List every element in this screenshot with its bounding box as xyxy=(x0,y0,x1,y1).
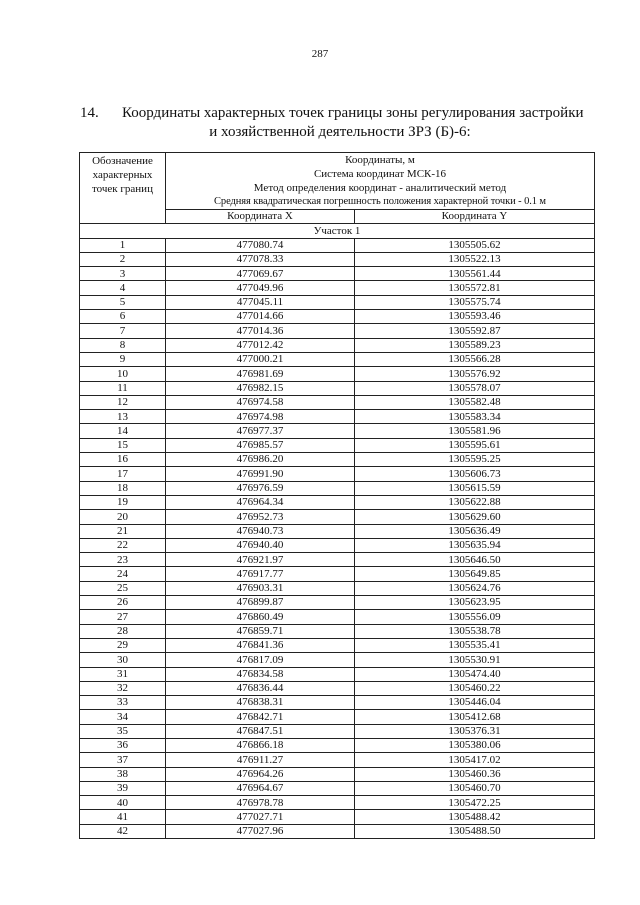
coordinate-x-cell: 476940.40 xyxy=(166,538,355,552)
heading-line-1: Координаты характерных точек границы зоны регулирования застройки xyxy=(122,105,584,121)
coordinate-y-cell: 1305446.04 xyxy=(355,696,595,710)
table-row xyxy=(80,495,595,509)
coordinate-x-cell: 476978.78 xyxy=(166,796,355,810)
table-row xyxy=(80,738,595,752)
coordinate-x-cell: 477014.36 xyxy=(166,324,355,338)
coordinate-x-cell: 477078.33 xyxy=(166,252,355,266)
coordinate-x-cell: 477069.67 xyxy=(166,267,355,281)
point-number-cell: 20 xyxy=(80,510,166,524)
coordinate-x-cell: 476985.57 xyxy=(166,438,355,452)
point-number-cell: 13 xyxy=(80,410,166,424)
header-right-line-1: Координаты, м xyxy=(345,154,415,166)
coordinate-x-cell: 476991.90 xyxy=(166,467,355,481)
heading-line-2: и хозяйственной деятельности ЗРЗ (Б)-6: xyxy=(209,124,471,140)
point-number-cell: 25 xyxy=(80,581,166,595)
header-point-designation xyxy=(80,153,166,224)
point-number-cell: 30 xyxy=(80,653,166,667)
point-number-cell: 4 xyxy=(80,281,166,295)
table-row xyxy=(80,438,595,452)
table-row xyxy=(80,524,595,538)
coordinate-y-cell: 1305530.91 xyxy=(355,653,595,667)
table-row xyxy=(80,581,595,595)
coordinate-x-cell: 477012.42 xyxy=(166,338,355,352)
coordinate-y-cell: 1305606.73 xyxy=(355,467,595,481)
point-number-cell: 23 xyxy=(80,553,166,567)
coordinate-y-cell: 1305460.36 xyxy=(355,767,595,781)
coordinate-y-cell: 1305646.50 xyxy=(355,553,595,567)
point-number-cell: 40 xyxy=(80,796,166,810)
coordinate-y-cell: 1305592.87 xyxy=(355,324,595,338)
point-number-cell: 27 xyxy=(80,610,166,624)
column-header-y: Координата Y xyxy=(355,210,595,224)
table-row xyxy=(80,796,595,810)
table-row xyxy=(80,681,595,695)
coordinate-y-cell: 1305474.40 xyxy=(355,667,595,681)
point-number-cell: 6 xyxy=(80,310,166,324)
coordinate-y-cell: 1305566.28 xyxy=(355,352,595,366)
point-number-cell: 24 xyxy=(80,567,166,581)
point-number-cell: 38 xyxy=(80,767,166,781)
coordinate-x-cell: 476974.58 xyxy=(166,395,355,409)
point-number-cell: 19 xyxy=(80,495,166,509)
point-number-cell: 3 xyxy=(80,267,166,281)
coordinate-x-cell: 477080.74 xyxy=(166,238,355,252)
section-row xyxy=(80,224,595,238)
coordinate-y-cell: 1305576.92 xyxy=(355,367,595,381)
point-number-cell: 41 xyxy=(80,810,166,824)
table-row xyxy=(80,610,595,624)
coordinate-x-cell: 476976.59 xyxy=(166,481,355,495)
coordinate-y-cell: 1305636.49 xyxy=(355,524,595,538)
table-row xyxy=(80,538,595,552)
coordinate-x-cell: 477014.66 xyxy=(166,310,355,324)
table-row xyxy=(80,510,595,524)
coordinate-y-cell: 1305412.68 xyxy=(355,710,595,724)
table-row xyxy=(80,624,595,638)
header-left-line-3: точек границ xyxy=(92,183,153,195)
table-row xyxy=(80,367,595,381)
table-row xyxy=(80,781,595,795)
coordinate-y-cell: 1305635.94 xyxy=(355,538,595,552)
table-row xyxy=(80,653,595,667)
point-number-cell: 36 xyxy=(80,738,166,752)
point-number-cell: 2 xyxy=(80,252,166,266)
table-row xyxy=(80,424,595,438)
table-row xyxy=(80,281,595,295)
table-row xyxy=(80,553,595,567)
coordinate-x-cell: 477045.11 xyxy=(166,295,355,309)
table-row xyxy=(80,410,595,424)
coordinate-x-cell: 476917.77 xyxy=(166,567,355,581)
table-row xyxy=(80,481,595,495)
coordinate-y-cell: 1305417.02 xyxy=(355,753,595,767)
coordinate-x-cell: 476986.20 xyxy=(166,453,355,467)
coordinate-y-cell: 1305578.07 xyxy=(355,381,595,395)
coordinate-x-cell: 476964.26 xyxy=(166,767,355,781)
coordinate-y-cell: 1305572.81 xyxy=(355,281,595,295)
point-number-cell: 26 xyxy=(80,596,166,610)
coordinate-y-cell: 1305376.31 xyxy=(355,724,595,738)
header-right-line-4: Средняя квадратическая погрешность положения характерной точки - 0.1 м xyxy=(214,196,546,207)
table-row xyxy=(80,310,595,324)
coordinate-x-cell: 477000.21 xyxy=(166,352,355,366)
coordinate-x-cell: 476899.87 xyxy=(166,596,355,610)
point-number-cell: 42 xyxy=(80,824,166,838)
coordinate-y-cell: 1305589.23 xyxy=(355,338,595,352)
coordinate-y-cell: 1305615.59 xyxy=(355,481,595,495)
point-number-cell: 12 xyxy=(80,395,166,409)
point-number-cell: 22 xyxy=(80,538,166,552)
point-number-cell: 16 xyxy=(80,453,166,467)
coordinate-y-cell: 1305535.41 xyxy=(355,638,595,652)
table-row xyxy=(80,338,595,352)
coordinate-y-cell: 1305505.62 xyxy=(355,238,595,252)
table-row xyxy=(80,453,595,467)
coordinate-y-cell: 1305623.95 xyxy=(355,596,595,610)
coordinate-x-cell: 476903.31 xyxy=(166,581,355,595)
point-number-cell: 39 xyxy=(80,781,166,795)
coordinate-y-cell: 1305522.13 xyxy=(355,252,595,266)
coordinate-y-cell: 1305593.46 xyxy=(355,310,595,324)
point-number-cell: 21 xyxy=(80,524,166,538)
coordinate-x-cell: 477049.96 xyxy=(166,281,355,295)
page-number: 287 xyxy=(311,48,329,60)
point-number-cell: 18 xyxy=(80,481,166,495)
column-header-x: Координата X xyxy=(166,210,355,224)
coordinate-y-cell: 1305583.34 xyxy=(355,410,595,424)
table-row xyxy=(80,638,595,652)
table-row xyxy=(80,810,595,824)
coordinate-x-cell: 476977.37 xyxy=(166,424,355,438)
coordinate-x-cell: 476982.15 xyxy=(166,381,355,395)
point-number-cell: 17 xyxy=(80,467,166,481)
header-right-line-2: Система координат МСК-16 xyxy=(313,168,447,180)
coordinate-x-cell: 476842.71 xyxy=(166,710,355,724)
point-number-cell: 8 xyxy=(80,338,166,352)
header-left-line-1: Обозначение xyxy=(92,155,153,167)
header-right-line-3: Метод определения координат - аналитический метод xyxy=(253,182,507,194)
header-coordinates-info xyxy=(166,153,595,210)
coordinate-y-cell: 1305595.61 xyxy=(355,438,595,452)
heading-number: 14. xyxy=(80,105,99,121)
coordinate-y-cell: 1305460.70 xyxy=(355,781,595,795)
coordinate-x-cell: 476952.73 xyxy=(166,510,355,524)
coordinate-y-cell: 1305581.96 xyxy=(355,424,595,438)
coordinate-x-cell: 476834.58 xyxy=(166,667,355,681)
table-row xyxy=(80,710,595,724)
coordinate-x-cell: 476974.98 xyxy=(166,410,355,424)
table-row xyxy=(80,567,595,581)
point-number-cell: 15 xyxy=(80,438,166,452)
coordinate-x-cell: 476866.18 xyxy=(166,738,355,752)
coordinate-x-cell: 477027.71 xyxy=(166,810,355,824)
coordinate-x-cell: 476911.27 xyxy=(166,753,355,767)
point-number-cell: 7 xyxy=(80,324,166,338)
point-number-cell: 9 xyxy=(80,352,166,366)
coordinate-y-cell: 1305629.60 xyxy=(355,510,595,524)
point-number-cell: 28 xyxy=(80,624,166,638)
coordinates-table xyxy=(79,152,595,839)
coordinate-y-cell: 1305472.25 xyxy=(355,796,595,810)
coordinate-x-cell: 476940.73 xyxy=(166,524,355,538)
point-number-cell: 29 xyxy=(80,638,166,652)
table-row xyxy=(80,753,595,767)
header-left-line-2: характерных xyxy=(92,169,153,181)
point-number-cell: 37 xyxy=(80,753,166,767)
coordinate-x-cell: 476847.51 xyxy=(166,724,355,738)
point-number-cell: 34 xyxy=(80,710,166,724)
coordinate-x-cell: 476964.34 xyxy=(166,495,355,509)
table-row xyxy=(80,252,595,266)
coordinate-x-cell: 476817.09 xyxy=(166,653,355,667)
table-row xyxy=(80,238,595,252)
table-row xyxy=(80,324,595,338)
coordinate-x-cell: 476964.67 xyxy=(166,781,355,795)
coordinate-y-cell: 1305556.09 xyxy=(355,610,595,624)
coordinate-y-cell: 1305380.06 xyxy=(355,738,595,752)
table-row xyxy=(80,295,595,309)
point-number-cell: 32 xyxy=(80,681,166,695)
table-header-row xyxy=(80,153,595,210)
table-row xyxy=(80,395,595,409)
point-number-cell: 14 xyxy=(80,424,166,438)
coordinate-y-cell: 1305595.25 xyxy=(355,453,595,467)
table-row xyxy=(80,267,595,281)
point-number-cell: 33 xyxy=(80,696,166,710)
coordinate-y-cell: 1305575.74 xyxy=(355,295,595,309)
coordinate-x-cell: 476836.44 xyxy=(166,681,355,695)
point-number-cell: 5 xyxy=(80,295,166,309)
coordinate-x-cell: 476841.36 xyxy=(166,638,355,652)
section-label: Участок 1 xyxy=(80,224,595,238)
point-number-cell: 31 xyxy=(80,667,166,681)
coordinate-y-cell: 1305582.48 xyxy=(355,395,595,409)
coordinate-y-cell: 1305624.76 xyxy=(355,581,595,595)
coordinate-y-cell: 1305488.42 xyxy=(355,810,595,824)
table-row xyxy=(80,696,595,710)
coordinate-y-cell: 1305649.85 xyxy=(355,567,595,581)
point-number-cell: 1 xyxy=(80,238,166,252)
coordinate-x-cell: 476838.31 xyxy=(166,696,355,710)
coordinate-x-cell: 477027.96 xyxy=(166,824,355,838)
coordinate-y-cell: 1305488.50 xyxy=(355,824,595,838)
coordinate-y-cell: 1305561.44 xyxy=(355,267,595,281)
table-row xyxy=(80,381,595,395)
coordinate-x-cell: 476981.69 xyxy=(166,367,355,381)
coordinate-x-cell: 476921.97 xyxy=(166,553,355,567)
table-row xyxy=(80,767,595,781)
point-number-cell: 10 xyxy=(80,367,166,381)
coordinate-x-cell: 476859.71 xyxy=(166,624,355,638)
table-row xyxy=(80,352,595,366)
point-number-cell: 11 xyxy=(80,381,166,395)
table-row xyxy=(80,724,595,738)
coordinate-y-cell: 1305460.22 xyxy=(355,681,595,695)
table-row xyxy=(80,667,595,681)
table-row xyxy=(80,467,595,481)
coordinate-y-cell: 1305538.78 xyxy=(355,624,595,638)
coordinate-y-cell: 1305622.88 xyxy=(355,495,595,509)
table-row xyxy=(80,596,595,610)
table-row xyxy=(80,824,595,838)
point-number-cell: 35 xyxy=(80,724,166,738)
coordinate-x-cell: 476860.49 xyxy=(166,610,355,624)
